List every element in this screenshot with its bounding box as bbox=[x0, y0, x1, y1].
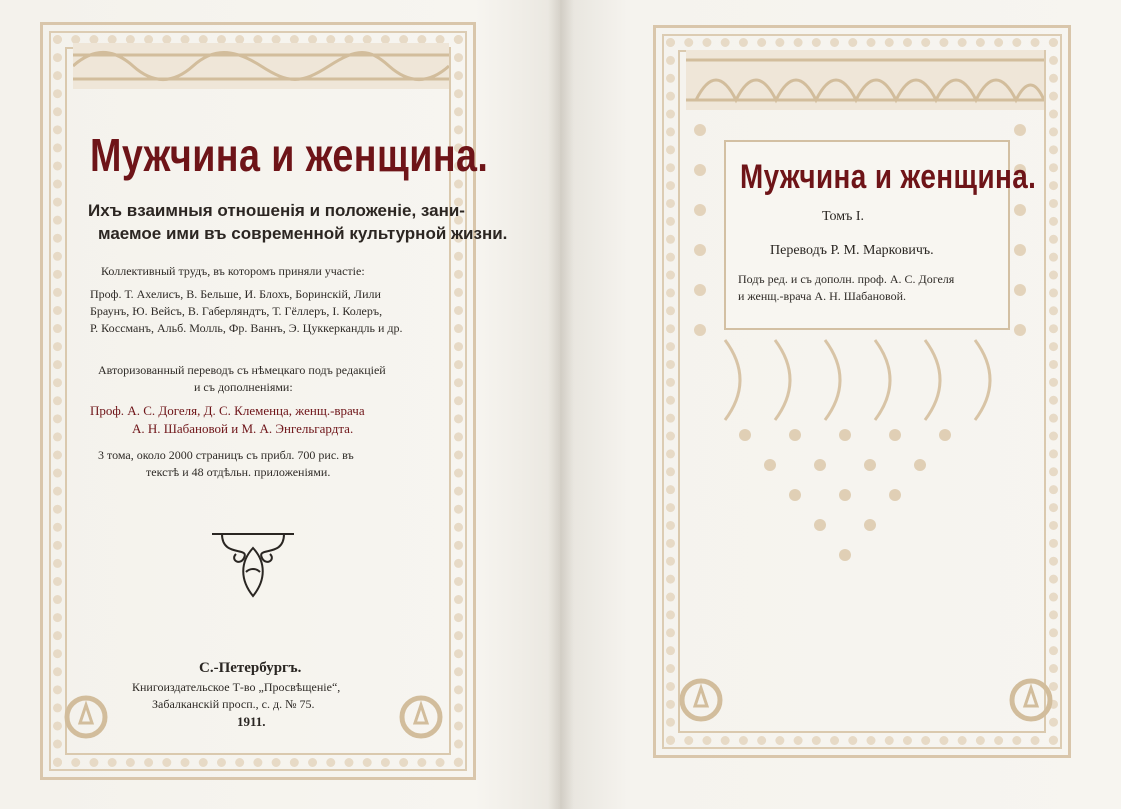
publisher: Книгоиздательское Т-во „Просвѣщеніе“, bbox=[132, 680, 341, 694]
editors-line1: Проф. А. С. Догеля, Д. С. Клеменца, женщ.-врача bbox=[90, 403, 365, 418]
publisher-emblem-icon bbox=[64, 695, 108, 739]
fleuron-ornament-icon bbox=[210, 528, 296, 600]
left-top-ornament-band bbox=[73, 43, 449, 89]
volume-label: Томъ I. bbox=[822, 209, 864, 224]
left-subtitle-line1: Ихъ взаимныя отношенія и положеніе, зани- bbox=[88, 201, 465, 220]
year: 1911. bbox=[237, 714, 266, 729]
left-title: Мужчина и женщина. bbox=[90, 129, 489, 181]
authors-line2: Браунъ, Ю. Вейсъ, В. Габерляндтъ, Т. Гёллеръ, І. Колеръ, bbox=[90, 304, 383, 318]
volumes-line1: 3 тома, около 2000 страницъ съ прибл. 700 рис. въ bbox=[98, 448, 354, 462]
address: Забалканскій просп., с. д. № 75. bbox=[152, 697, 315, 711]
publisher-emblem-icon bbox=[399, 695, 443, 739]
authorized-line2: и съ дополненіями: bbox=[194, 380, 293, 394]
right-edit-line2: и женщ.-врача А. Н. Шабановой. bbox=[738, 289, 907, 303]
right-edit-line1: Подъ ред. и съ дополн. проф. А. С. Догеля bbox=[738, 272, 955, 286]
authors-line1: Проф. Т. Ахелисъ, В. Бельше, И. Блохъ, Боринскій, Лили bbox=[90, 287, 381, 301]
right-title: Мужчина и женщина. bbox=[740, 158, 1037, 196]
authorized-line1: Авторизованный переводъ съ нѣмецкаго подъ редакціей bbox=[98, 363, 386, 377]
collective-work-line: Коллективный трудъ, въ которомъ приняли участіе: bbox=[101, 264, 365, 278]
publisher-emblem-icon bbox=[679, 678, 723, 722]
book-gutter bbox=[548, 0, 574, 809]
city: С.-Петербургъ. bbox=[199, 660, 302, 676]
publisher-emblem-icon bbox=[1009, 678, 1053, 722]
editors-line2: А. Н. Шабановой и М. А. Энгельгардта. bbox=[132, 421, 354, 436]
left-subtitle-line2: маемое ими въ современной культурной жизни. bbox=[98, 224, 508, 243]
translation-line: Переводъ Р. М. Марковичъ. bbox=[770, 243, 934, 258]
authors-line3: Р. Коссманъ, Альб. Молль, Фр. Ваннъ, Э. Цуккеркандль и др. bbox=[90, 321, 403, 335]
volumes-line2: текстѣ и 48 отдѣльн. приложеніями. bbox=[146, 465, 331, 479]
